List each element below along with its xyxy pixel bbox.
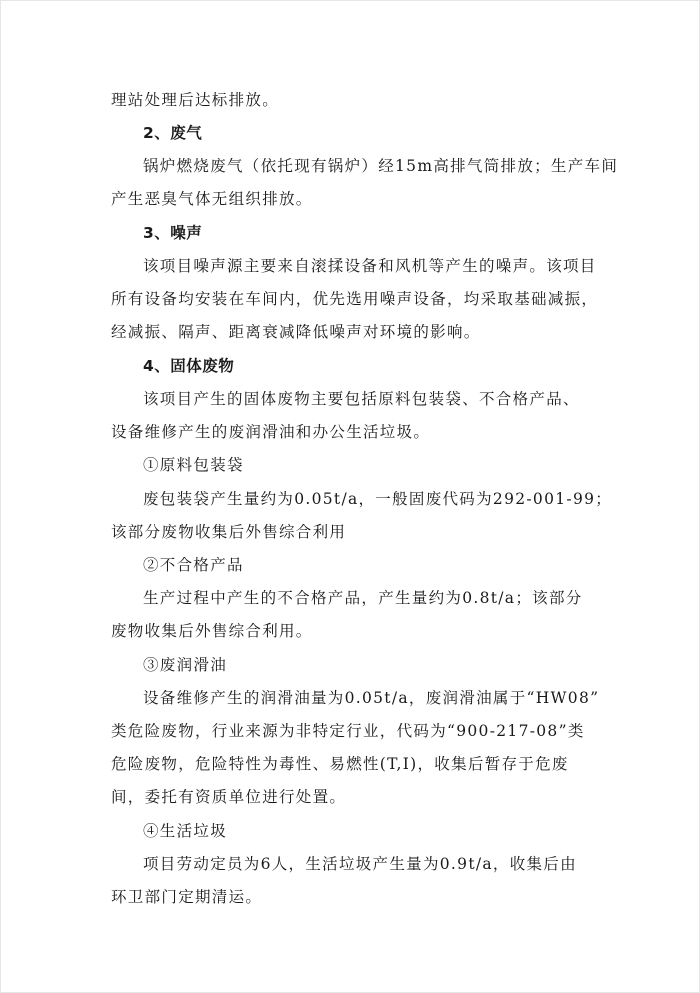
text-line: 产生恶臭气体无组织排放。 [111, 190, 313, 208]
text-line: 设备维修产生的润滑油量为0.05t/a，废润滑油属于“HW08” [143, 689, 600, 707]
text-line: 环卫部门定期清运。 [111, 888, 263, 906]
subheading-packaging-bags: ①原料包装袋 [143, 456, 244, 474]
text-line: 生产过程中产生的不合格产品，产生量约为0.8t/a；该部分 [143, 589, 583, 607]
text-line: 锅炉燃烧废气（依托现有锅炉）经15m高排气筒排放；生产车间 [143, 157, 619, 175]
section-heading-noise: 3、噪声 [143, 224, 203, 242]
section-heading-waste-gas: 2、废气 [143, 124, 203, 142]
text-line: 理站处理后达标排放。 [111, 91, 280, 109]
subheading-waste-lubricant: ③废润滑油 [143, 656, 228, 674]
text-line: 废包装袋产生量约为0.05t/a，一般固废代码为292-001-99； [143, 490, 613, 508]
text-line: 项目劳动定员为6人，生活垃圾产生量为0.9t/a，收集后由 [143, 855, 577, 873]
text-line: 类危险废物，行业来源为非特定行业，代码为“900-217-08”类 [111, 722, 585, 740]
text-line: 经减振、隔声、距离衰减降低噪声对环境的影响。 [111, 323, 481, 341]
text-line: 所有设备均安装在车间内，优先选用噪声设备，均采取基础减振， [111, 290, 599, 308]
subheading-defective-products: ②不合格产品 [143, 556, 244, 574]
text-line: 该项目噪声源主要来自滚揉设备和风机等产生的噪声。该项目 [143, 257, 597, 275]
text-line: 废物收集后外售综合利用。 [111, 622, 313, 640]
text-line: 该项目产生的固体废物主要包括原料包装袋、不合格产品、 [143, 390, 580, 408]
section-heading-solid-waste: 4、固体废物 [143, 357, 235, 375]
text-line: 间，委托有资质单位进行处置。 [111, 788, 347, 806]
text-line: 设备维修产生的废润滑油和办公生活垃圾。 [111, 423, 431, 441]
text-line: 危险废物，危险特性为毒性、易燃性(T,I)，收集后暂存于危废 [111, 755, 569, 773]
text-line: 该部分废物收集后外售综合利用 [111, 523, 347, 541]
subheading-domestic-garbage: ④生活垃圾 [143, 822, 228, 840]
